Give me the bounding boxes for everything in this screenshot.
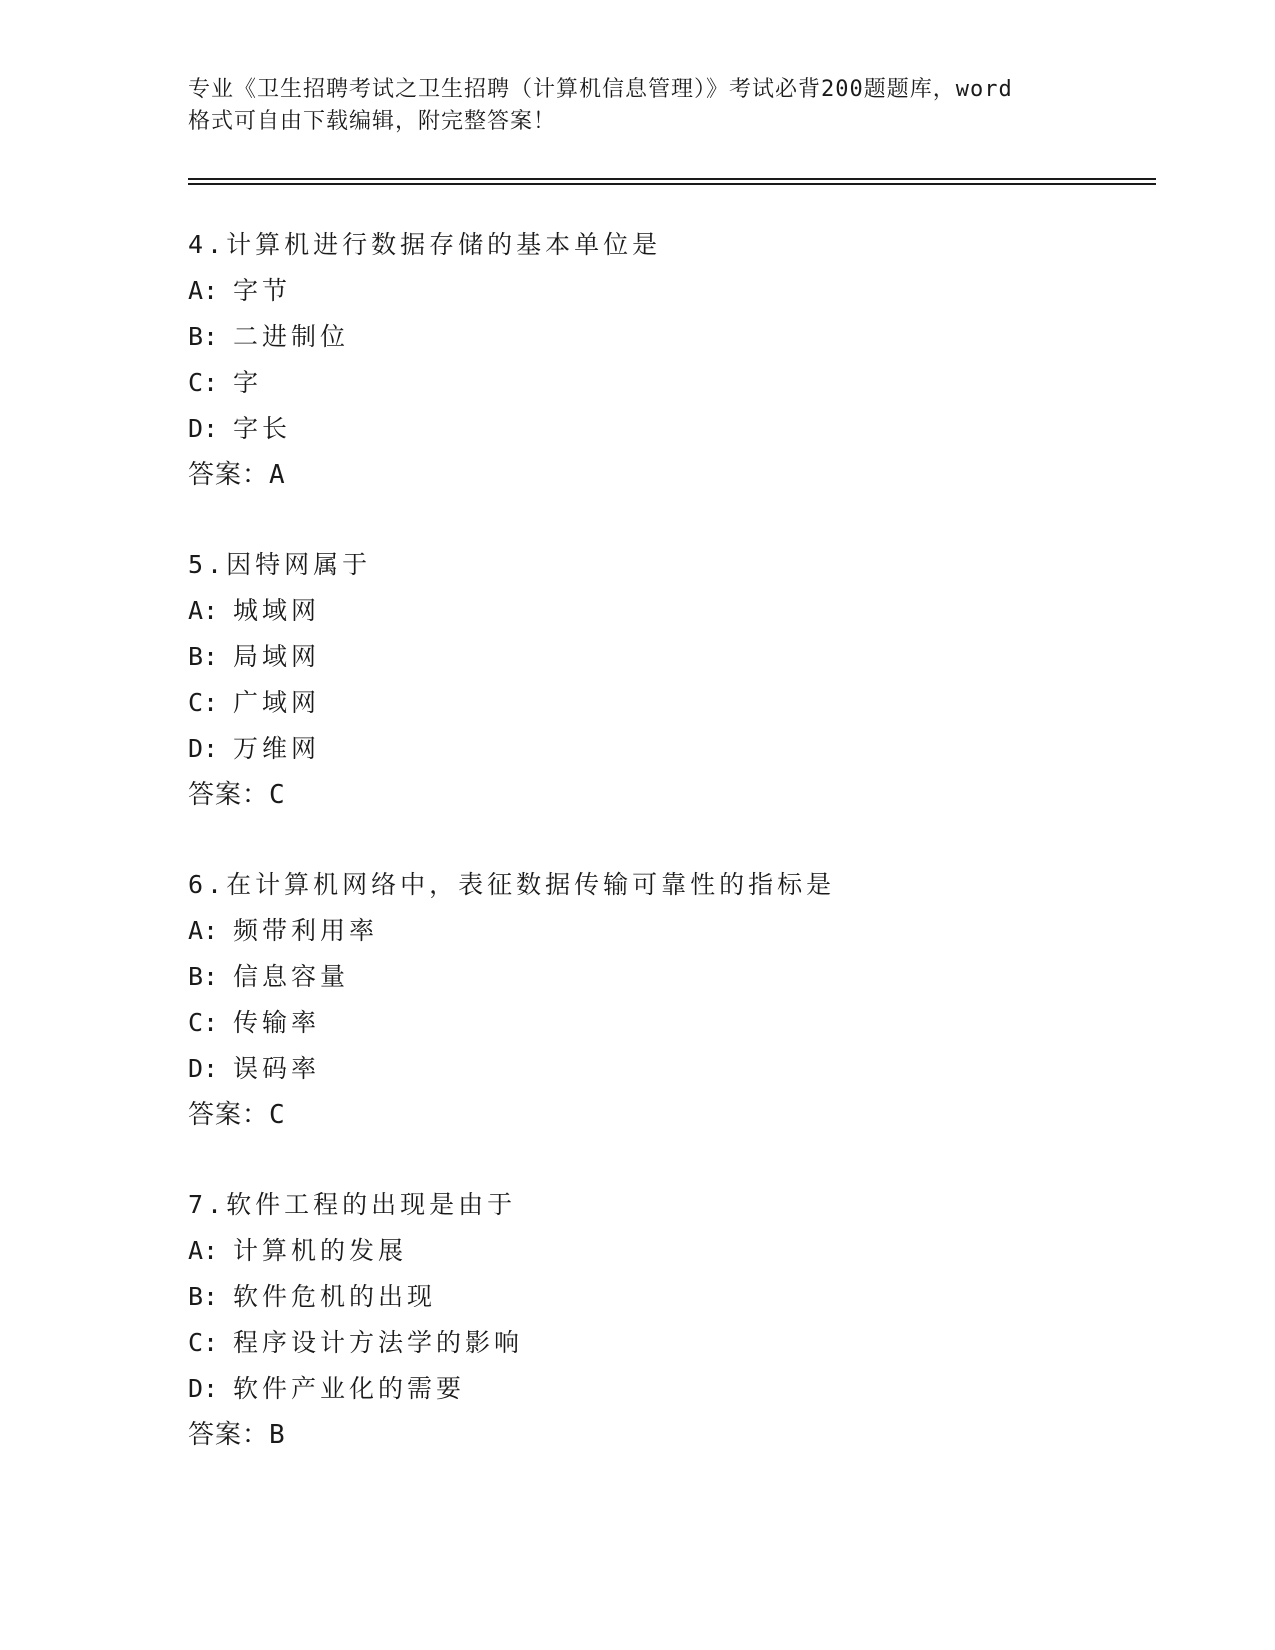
answer-line: [188, 1092, 1148, 1138]
option-d: [188, 406, 1148, 452]
option-b: [188, 634, 1148, 680]
option-key: D:: [188, 414, 219, 443]
header-divider-bottom: [188, 183, 1156, 185]
option-key: C:: [188, 688, 219, 717]
question-title: 5.因特网属于: [188, 550, 372, 579]
option-a: [188, 1228, 1148, 1274]
question-block-7: [188, 1182, 1148, 1458]
option-text: 局域网: [233, 642, 321, 671]
answer-label: 答案：: [188, 1420, 270, 1450]
option-key: C:: [188, 368, 219, 397]
option-a: [188, 268, 1148, 314]
option-a: [188, 908, 1148, 954]
option-b: [188, 1274, 1148, 1320]
option-key: D:: [188, 1054, 219, 1083]
option-text: 软件危机的出现: [233, 1282, 437, 1311]
option-text: 计算机的发展: [233, 1236, 408, 1265]
question-block-6: [188, 862, 1148, 1138]
answer-value: C: [269, 780, 286, 810]
option-text: 广域网: [233, 688, 321, 717]
option-text: 字节: [233, 276, 292, 305]
option-c: [188, 1320, 1148, 1366]
answer-label: 答案：: [188, 1100, 270, 1130]
answer-value: A: [269, 460, 286, 490]
question-title: 7.软件工程的出现是由于: [188, 1190, 517, 1219]
option-text: 误码率: [233, 1054, 321, 1083]
option-b: [188, 314, 1148, 360]
option-text: 字长: [233, 414, 292, 443]
option-text: 传输率: [233, 1008, 321, 1037]
option-c: [188, 680, 1148, 726]
option-key: A:: [188, 916, 219, 945]
question-block-4: [188, 222, 1148, 498]
option-d: [188, 1366, 1148, 1412]
option-text: 二进制位: [233, 322, 350, 351]
question-title: 6.在计算机网络中，表征数据传输可靠性的指标是: [188, 870, 836, 899]
option-text: 信息容量: [233, 962, 350, 991]
answer-value: C: [269, 1100, 286, 1130]
option-key: D:: [188, 734, 219, 763]
option-key: D:: [188, 1374, 219, 1403]
option-key: B:: [188, 962, 219, 991]
option-key: B:: [188, 322, 219, 351]
option-d: [188, 726, 1148, 772]
header-line-2: 格式可自由下载编辑，附完整答案！: [188, 109, 557, 134]
option-key: A:: [188, 1236, 219, 1265]
option-text: 软件产业化的需要: [233, 1374, 466, 1403]
option-key: B:: [188, 642, 219, 671]
option-key: C:: [188, 1328, 219, 1357]
header-divider-top: [188, 178, 1156, 180]
option-b: [188, 954, 1148, 1000]
question-block-5: [188, 542, 1148, 818]
answer-value: B: [269, 1420, 286, 1450]
answer-line: [188, 452, 1148, 498]
document-header: [188, 74, 1088, 138]
question-title: 4.计算机进行数据存储的基本单位是: [188, 230, 662, 259]
option-text: 程序设计方法学的影响: [233, 1328, 524, 1357]
option-c: [188, 360, 1148, 406]
option-d: [188, 1046, 1148, 1092]
option-key: A:: [188, 596, 219, 625]
option-c: [188, 1000, 1148, 1046]
option-text: 万维网: [233, 734, 321, 763]
header-line-1: 专业《卫生招聘考试之卫生招聘（计算机信息管理）》考试必背200题题库，word: [188, 77, 1013, 102]
answer-label: 答案：: [188, 460, 270, 490]
option-key: C:: [188, 1008, 219, 1037]
option-text: 城域网: [233, 596, 321, 625]
answer-line: [188, 772, 1148, 818]
option-text: 字: [233, 368, 263, 397]
answer-label: 答案：: [188, 780, 270, 810]
option-a: [188, 588, 1148, 634]
option-key: B:: [188, 1282, 219, 1311]
option-text: 频带利用率: [233, 916, 379, 945]
answer-line: [188, 1412, 1148, 1458]
option-key: A:: [188, 276, 219, 305]
